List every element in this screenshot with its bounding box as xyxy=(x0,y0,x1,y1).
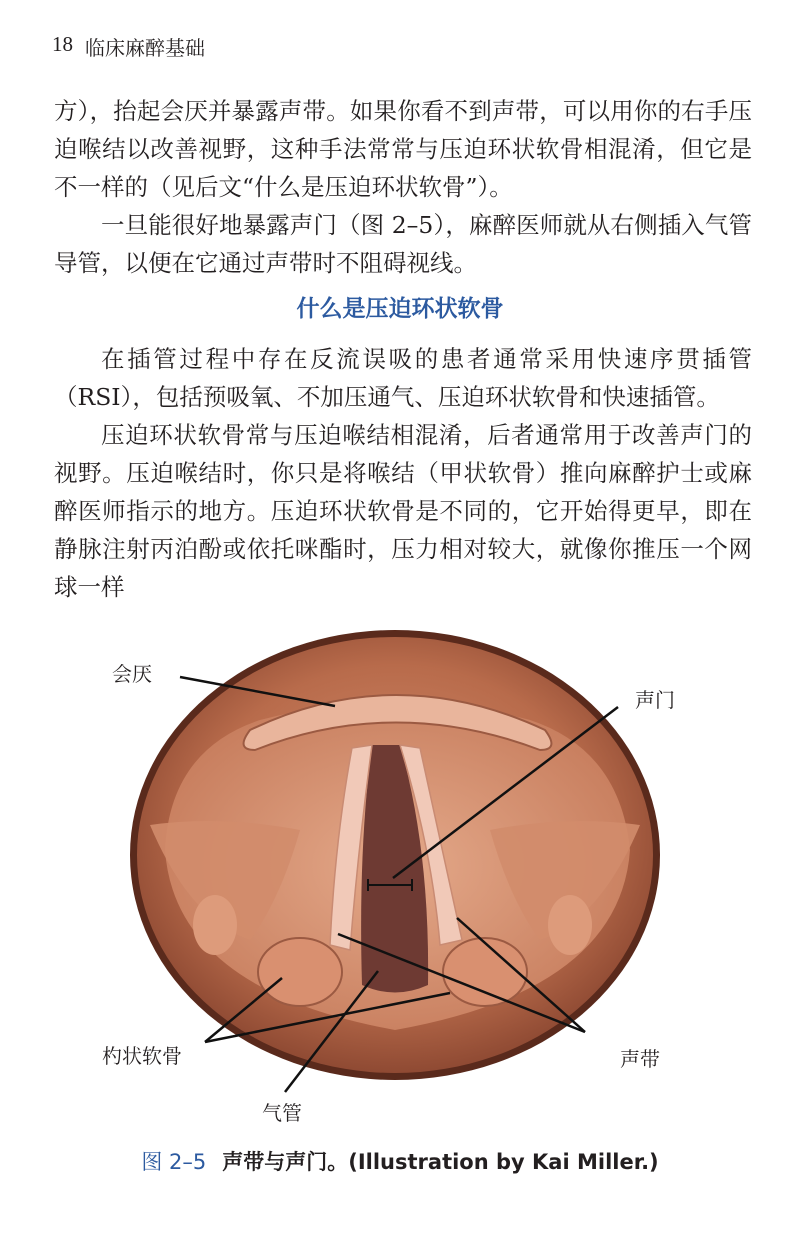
label-arytenoid: 杓状软骨 xyxy=(102,1044,182,1068)
section-title: 什么是压迫环状软骨 xyxy=(296,296,504,322)
figure-caption xyxy=(0,1146,800,1176)
page-header xyxy=(52,32,205,61)
book-title: 临床麻醉基础 xyxy=(85,36,205,60)
label-vocal-cords: 声带 xyxy=(620,1047,660,1071)
left-arytenoid xyxy=(258,938,342,1006)
right-arytenoid xyxy=(443,938,527,1006)
figure-vocal-cords xyxy=(0,600,800,1140)
paragraph-glottis-exposure: 一旦能很好地暴露声门（图 2–5），麻醉医师就从右侧插入气管导管，以便在它通过声带时不阻碍视线。 xyxy=(54,211,752,277)
body-text-top xyxy=(54,92,752,282)
right-cuneiform xyxy=(548,895,592,955)
paragraph-rsi: 在插管过程中存在反流误吸的患者通常采用快速序贯插管（RSI），包括预吸氧、不加压通气、压迫环状软骨和快速插管。 xyxy=(54,345,752,411)
label-epiglottis: 会厌 xyxy=(112,662,152,686)
body-text-section xyxy=(54,340,752,606)
paragraph-cricoid-pressure: 压迫环状软骨常与压迫喉结相混淆，后者通常用于改善声门的视野。压迫喉结时，你只是将喉结（甲状软骨）推向麻醉护士或麻醉医师指示的地方。压迫环状软骨是不同的，它开始得更早，即在静脉注射丙泊酚或依托咪酯时，压力相对较大，就像你推压一个网球一样 xyxy=(54,421,752,601)
label-glottis: 声门 xyxy=(635,688,675,712)
caption-text: 声带与声门。(Illustration by Kai Miller.) xyxy=(222,1150,659,1174)
page-number: 18 xyxy=(52,32,73,56)
paragraph-continued: 方），抬起会厌并暴露声带。如果你看不到声带，可以用你的右手压迫喉结以改善视野，这种手法常常与压迫环状软骨相混淆，但它是不一样的（见后文“什么是压迫环状软骨”）。 xyxy=(54,97,752,201)
caption-figure-number: 图 2–5 xyxy=(141,1150,207,1174)
label-trachea: 气管 xyxy=(262,1101,302,1125)
left-cuneiform xyxy=(193,895,237,955)
